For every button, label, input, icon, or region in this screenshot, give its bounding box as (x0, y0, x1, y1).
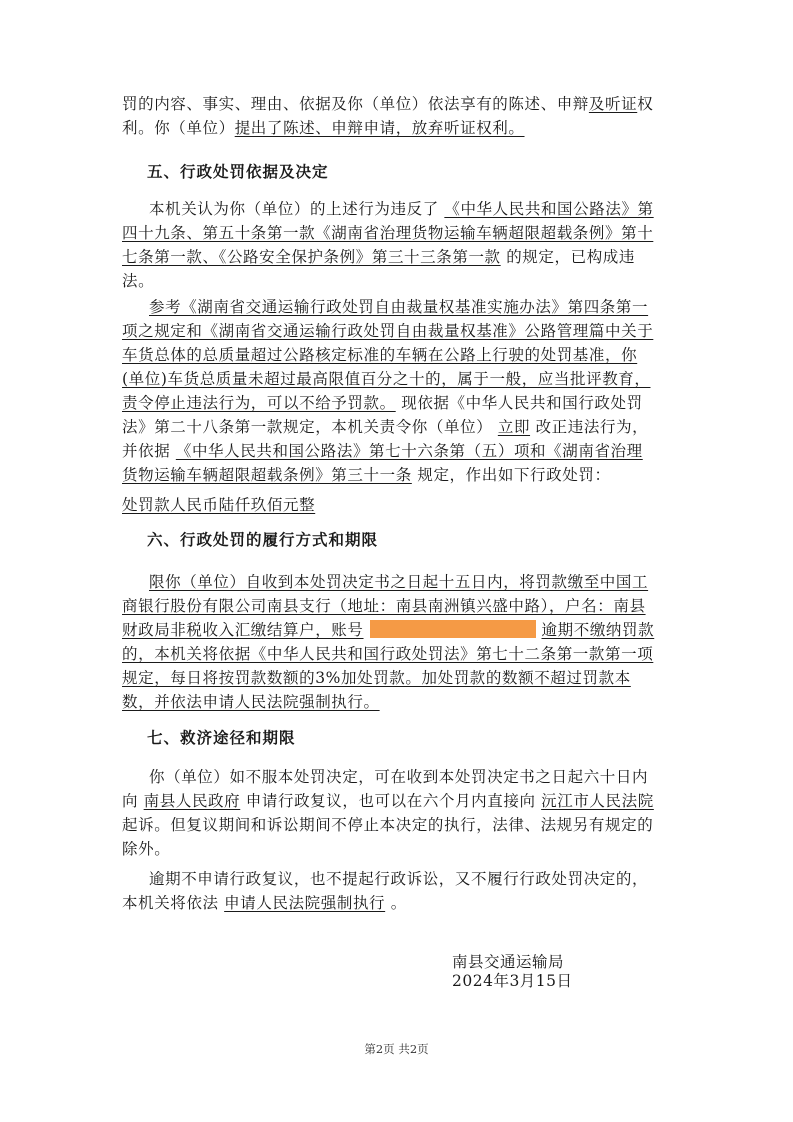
underlined-text: 货物运输车辆超限超载条例》第三十一条 (122, 466, 412, 484)
line (122, 439, 674, 463)
underlined-text: 及听证 (588, 95, 638, 113)
underlined-text: 限你（单位）自收到本处罚决定书之日起十五日内，将罚款缴至中国工 (149, 573, 649, 591)
underlined-text: 处罚款人民币陆仟玖佰元整 (122, 496, 316, 514)
line (122, 391, 674, 415)
underlined-text: (单位)车货总质量未超过最高限值百分之十的，属于一般，应当批评教育， (122, 370, 651, 388)
section-7-heading: 七、救济途径和期限 (147, 728, 296, 747)
text: 法》第二十八条第一款规定，本机关责令你（单位） (122, 418, 493, 436)
line (122, 221, 674, 245)
text: 起诉。但复议期间和诉讼期间不停止本决定的执行，法律、法规另有规定的 (122, 816, 654, 834)
text: 利。你（单位） (122, 119, 235, 137)
signature-date: 2024年3月15日 (452, 972, 573, 990)
underlined-text: 逾期不缴纳罚款 (541, 621, 655, 639)
line (122, 789, 674, 813)
underlined-text: 财政局非税收入汇缴结算户，账号 (122, 621, 364, 639)
underlined-text: 参考《湖南省交通运输行政处罚自由裁量权基准实施办法》第四条第一 (149, 298, 649, 316)
underlined-text: 立即 (497, 418, 531, 436)
underlined-text: 七条第一款、《公路安全保护条例》第三十三条第一款 (122, 248, 501, 266)
text: 逾期不申请行政复议，也不提起行政诉讼，又不履行行政处罚决定的， (149, 870, 649, 888)
intro-line-1 (122, 92, 674, 116)
line-with-redaction (122, 618, 674, 642)
intro-line-2 (122, 116, 674, 140)
text: 改正违法行为， (535, 418, 649, 436)
text: 罚的内容、事实、理由、依据及你（单位）依法享有的陈述、申辩 (122, 95, 589, 113)
redacted-account-number (370, 620, 536, 638)
text: 法。 (122, 272, 155, 290)
underlined-text: 规定，每日将按罚款数额的3%加处罚款。加处罚款的数额不超过罚款本 (122, 669, 631, 687)
underlined-text: 南县人民政府 (143, 792, 241, 810)
section-6-paragraph (122, 570, 674, 714)
underlined-text: 商银行股份有限公司南县支行（地址：南县南洲镇兴盛中路），户名：南县 (122, 597, 646, 615)
underlined-text: 《中华人民共和国公路法》第七十六条第（五）项和《湖南省治理 (175, 442, 643, 460)
text: 你（单位）如不服本处罚决定，可在收到本处罚决定书之日起六十日内 (149, 768, 649, 786)
line (122, 269, 674, 293)
intro-paragraph (122, 92, 674, 140)
section-5-heading: 五、行政处罚依据及决定 (147, 162, 329, 181)
underlined-text: 申请人民法院强制执行 (224, 894, 386, 912)
penalty-amount (122, 493, 674, 517)
text: 并依据 (122, 442, 171, 460)
section-7-paragraph-1 (122, 765, 674, 861)
text: 的规定，已构成违 (506, 248, 635, 266)
section-7-paragraph-2 (122, 867, 674, 915)
signature-org: 南县交通运输局 (452, 953, 565, 971)
underlined-text: 提出了陈述、申辩申请，放弃听证权利。 (234, 119, 525, 137)
page-number: 第2页 共2页 (364, 1042, 429, 1056)
section-5-paragraph-1 (122, 197, 674, 293)
text: 权 (637, 95, 654, 113)
underlined-text: 数，并依法申请人民法院强制执行。 (122, 693, 380, 711)
underlined-text: 《中华人民共和国公路法》第 (444, 200, 654, 218)
text: 除外。 (122, 840, 171, 858)
text: 现依据《中华人民共和国行政处罚 (401, 394, 643, 412)
section-6-heading: 六、行政处罚的履行方式和期限 (147, 530, 379, 549)
line (122, 197, 674, 221)
line (122, 891, 674, 915)
underlined-text: 四十九条、第五十条第一款《湖南省治理货物运输车辆超限超载条例》第十 (122, 224, 654, 242)
underlined-text: 车货总体的总质量超过公路核定标准的车辆在公路上行驶的处罚基准，你 (122, 346, 638, 364)
text: 本机关认为你（单位）的上述行为违反了 (149, 200, 439, 218)
text: 规定，作出如下行政处罚： (417, 466, 611, 484)
underlined-text: 沅江市人民法院 (541, 792, 654, 810)
text: 向 (122, 792, 139, 810)
line (122, 245, 674, 269)
line (122, 463, 674, 487)
underlined-text: 责令停止违法行为，可以不给予罚款。 (122, 394, 396, 412)
underlined-text: 的，本机关将依据《中华人民共和国行政处罚法》第七十二条第一款第一项 (122, 645, 654, 663)
text: 申请行政复议，也可以在六个月内直接向 (245, 792, 536, 810)
underlined-text: 项之规定和《湖南省交通运输行政处罚自由裁量权基准》公路管理篇中关于 (122, 322, 654, 340)
line (122, 415, 674, 439)
section-5-paragraph-2 (122, 295, 674, 487)
text: 本机关将依法 (122, 894, 219, 912)
text: 。 (390, 894, 407, 912)
